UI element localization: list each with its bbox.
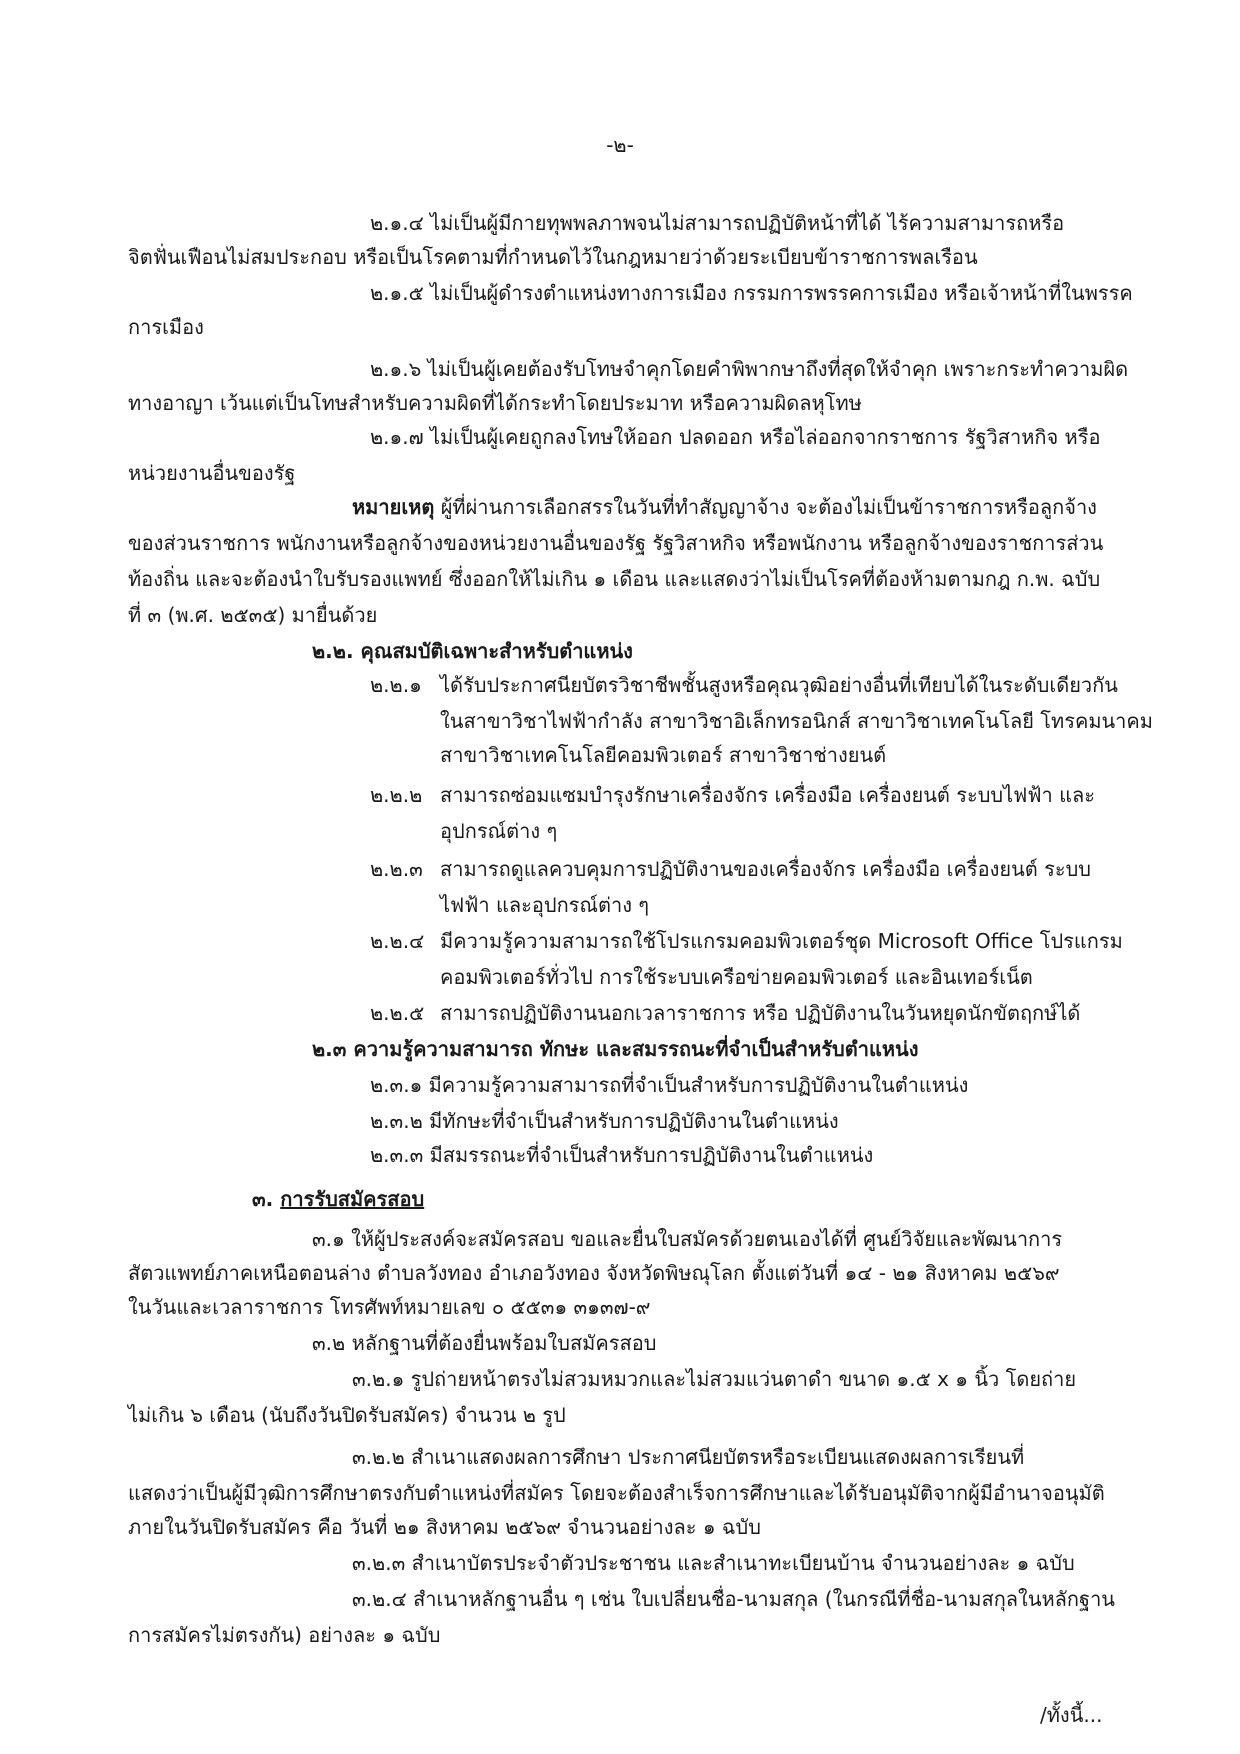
item-3-2-2-line1: ๓.๒.๒ สำเนาแสดงผลการศึกษา ประกาศนียบัตรหรือระเบียนแสดงผลการเรียนที่ [352,1445,1025,1469]
item-2-1-4-number: ๒.๑.๔ [370,211,424,235]
item-2-2-4-line1: มีความรู้ความสามารถใช้โปรแกรมคอมพิวเตอร์ชุด Microsoft Office โปรแกรม [440,929,1123,953]
page-number: -๒- [606,133,634,157]
item-2-1-5-text: ไม่เป็นผู้ดำรงตำแหน่งทางการเมือง กรรมการพรรคการเมือง หรือเจ้าหน้าที่ในพรรค [430,281,1133,305]
note-line2: ของส่วนราชการ พนักงานหรือลูกจ้างของหน่วยงานอื่นของรัฐ รัฐวิสาหกิจ หรือพนักงาน หรือลูกจ้างของราชการส่วน [128,531,1104,555]
note-line3: ท้องถิ่น และจะต้องนำใบรับรองแพทย์ ซึ่งออกให้ไม่เกิน ๑ เดือน และแสดงว่าไม่เป็นโรคที่ต้องห้ามตามกฎ ก.พ. ฉบับ [128,567,1101,591]
item-3-1-line2: สัตวแพทย์ภาคเหนือตอนล่าง ตำบลวังทอง อำเภอวังทอง จังหวัดพิษณุโลก ตั้งแต่วันที่ ๑๔ - ๒๑ สิงหาคม ๒๕๖๙ [128,1261,1060,1285]
note-text: ผู้ที่ผ่านการเลือกสรรในวันที่ทำสัญญาจ้าง จะต้องไม่เป็นข้าราชการหรือลูกจ้าง [440,495,1097,519]
item-2-1-5-line1 [370,276,1133,310]
section-3-heading [252,1182,424,1216]
item-2-2-5-number: ๒.๒.๕ [370,1001,425,1025]
item-2-2-2-line1: สามารถซ่อมแซมบำรุงรักษาเครื่องจักร เครื่องมือ เครื่องยนต์ ระบบไฟฟ้า และ [440,783,1095,807]
item-3-2-1-line2: ไม่เกิน ๖ เดือน (นับถึงวันปิดรับสมัคร) จำนวน ๒ รูป [128,1403,566,1427]
item-3-2-heading: ๓.๒ หลักฐานที่ต้องยื่นพร้อมใบสมัครสอบ [312,1331,657,1355]
item-2-2-1-line2: ในสาขาวิชาไฟฟ้ากำลัง สาขาวิชาอิเล็กทรอนิกส์ สาขาวิชาเทคโนโลยี โทรคมนาคม [440,709,1153,733]
item-2-3-1-text: มีความรู้ความสามารถที่จำเป็นสำหรับการปฏิบัติงานในตำแหน่ง [428,1073,969,1097]
item-2-1-4-text: ไม่เป็นผู้มีกายทุพพลภาพจนไม่สามารถปฏิบัติหน้าที่ได้ ไร้ความสามารถหรือ [430,211,1065,235]
item-2-3-2-text: มีทักษะที่จำเป็นสำหรับการปฏิบัติงานในตำแหน่ง [429,1109,839,1133]
item-2-2-3-line1: สามารถดูแลควบคุมการปฏิบัติงานของเครื่องจักร เครื่องมือ เครื่องยนต์ ระบบ [440,857,1092,881]
item-2-2-1-number: ๒.๒.๑ [370,673,422,697]
item-3-2-4-line2: การสมัครไม่ตรงกัน) อย่างละ ๑ ฉบับ [128,1623,441,1647]
item-2-2-5-line1: สามารถปฏิบัติงานนอกเวลาราชการ หรือ ปฏิบัติงานในวันหยุดนักขัตฤกษ์ได้ [440,1001,1081,1025]
section-2-2-heading: ๒.๒. คุณสมบัติเฉพาะสำหรับตำแหน่ง [312,639,633,663]
item-3-1-line1: ๓.๑ ให้ผู้ประสงค์จะสมัครสอบ ขอและยื่นใบสมัครด้วยตนเองได้ที่ ศูนย์วิจัยและพัฒนาการ [312,1227,1063,1251]
item-2-1-7-line2: หน่วยงานอื่นของรัฐ [128,461,296,485]
item-3-2-1-line1: ๓.๒.๑ รูปถ่ายหน้าตรงไม่สวมหมวกและไม่สวมแว่นตาดำ ขนาด ๑.๕ x ๑ นิ้ว โดยถ่าย [352,1367,1077,1391]
item-2-2-1-line1: ได้รับประกาศนียบัตรวิชาชีพชั้นสูงหรือคุณวุฒิอย่างอื่นที่เทียบได้ในระดับเดียวกัน [440,673,1118,697]
item-2-1-7-line1 [370,420,1101,454]
item-2-2-1-line3: สาขาวิชาเทคโนโลยีคอมพิวเตอร์ สาขาวิชาช่างยนต์ [440,743,887,767]
item-2-1-5-line2: การเมือง [128,315,204,339]
item-2-2-4-line2: คอมพิวเตอร์ทั่วไป การใช้ระบบเครือข่ายคอมพิวเตอร์ และอินเทอร์เน็ต [440,965,1033,989]
item-2-1-4-line1 [370,206,1064,240]
section-2-3-heading: ๒.๓ ความรู้ความสามารถ ทักษะ และสมรรถนะที่จำเป็นสำหรับตำแหน่ง [312,1037,919,1061]
item-2-3-3-text: มีสมรรถนะที่จำเป็นสำหรับการปฏิบัติงานในตำแหน่ง [429,1143,874,1167]
item-2-1-4-line2: จิตฟั่นเฟือนไม่สมประกอบ หรือเป็นโรคตามที่กำหนดไว้ในกฎหมายว่าด้วยระเบียบข้าราชการพลเรือน [128,245,978,269]
item-3-1-line3: ในวันและเวลาราชการ โทรศัพท์หมายเลข ๐ ๕๕๓๑ ๓๑๓๗-๙ [128,1295,651,1319]
item-2-3-3 [370,1138,873,1172]
item-2-1-6-line1 [370,352,1128,386]
item-2-3-1-number: ๒.๓.๑ [370,1073,423,1097]
item-2-2-3-number: ๒.๒.๓ [370,857,423,881]
continuation-marker: /ทั้งนี้... [1040,1703,1103,1727]
note-line4: ที่ ๓ (พ.ศ. ๒๕๓๕) มายื่นด้วย [128,603,378,627]
item-2-1-6-text: ไม่เป็นผู้เคยต้องรับโทษจำคุกโดยคำพิพากษาถึงที่สุดให้จำคุก เพราะกระทำความผิด [427,357,1129,381]
item-2-2-4-number: ๒.๒.๔ [370,929,425,953]
item-2-2-2-line2: อุปกรณ์ต่าง ๆ [440,819,558,843]
item-2-3-2-number: ๒.๓.๒ [370,1109,423,1133]
item-2-3-3-number: ๒.๓.๓ [370,1143,424,1167]
item-2-2-3-line2: ไฟฟ้า และอุปกรณ์ต่าง ๆ [440,893,650,917]
item-2-1-6-number: ๒.๑.๖ [370,357,422,381]
item-3-2-4-line1: ๓.๒.๔ สำเนาหลักฐานอื่น ๆ เช่น ใบเปลี่ยนชื่อ-นามสกุล (ในกรณีที่ชื่อ-นามสกุลในหลักฐาน [352,1587,1115,1611]
item-3-2-3-line1: ๓.๒.๓ สำเนาบัตรประจำตัวประชาชน และสำเนาทะเบียนบ้าน จำนวนอย่างละ ๑ ฉบับ [352,1551,1075,1575]
item-3-2-2-line2: แสดงว่าเป็นผู้มีวุฒิการศึกษาตรงกับตำแหน่งที่สมัคร โดยจะต้องสำเร็จการศึกษาและได้รับอนุมัติจากผู้มีอำนาจอนุมัติ [128,1481,1105,1505]
section-3-title: การรับสมัครสอบ [280,1187,425,1211]
section-3-number: ๓. [252,1187,274,1211]
item-2-1-7-number: ๒.๑.๗ [370,425,424,449]
item-2-1-6-line2: ทางอาญา เว้นแต่เป็นโทษสำหรับความผิดที่ได้กระทำโดยประมาท หรือความผิดลหุโทษ [128,391,862,415]
note-line1 [352,490,1097,524]
item-2-2-2-number: ๒.๒.๒ [370,783,423,807]
item-2-1-7-text: ไม่เป็นผู้เคยถูกลงโทษให้ออก ปลดออก หรือไล่ออกจากราชการ รัฐวิสาหกิจ หรือ [430,425,1101,449]
item-2-1-5-number: ๒.๑.๕ [370,281,424,305]
item-2-3-2 [370,1104,839,1138]
item-2-3-1 [370,1068,968,1102]
note-label: หมายเหตุ [352,495,435,519]
item-3-2-2-line3: ภายในวันปิดรับสมัคร คือ วันที่ ๒๑ สิงหาคม ๒๕๖๙ จำนวนอย่างละ ๑ ฉบับ [128,1515,761,1539]
